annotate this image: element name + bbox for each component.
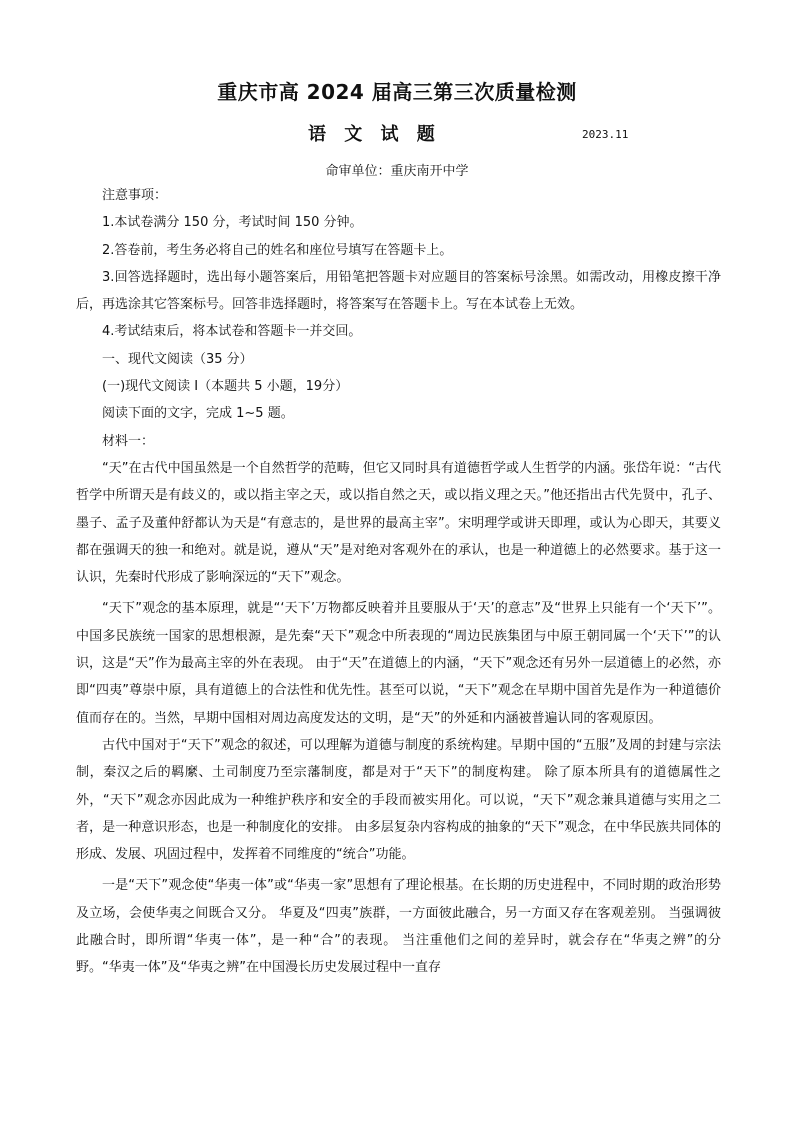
paragraph-3: 古代中国对于“天下”观念的叙述，可以理解为道德与制度的系统构建。早期中国的“五服”及周的封建与宗法制，秦汉之后的羁縻、土司制度乃至宗藩制度，都是对于“天下”的制度构建。 除了原本所具有的道德属性之外，“天下”观念亦因此成为一种维护秩序和安全的手段而被实用化。可以说，“天下”观念兼具道德与实用之二者，是一种意识形态，也是一种制度化的安排。 由多层复杂内容构成的抽象的“天下”观念，在中华民族共同体的形成、发展、巩固过程中，发挥着不同维度的“统合”功能。 bbox=[76, 737, 721, 863]
paragraph-1: “天”在古代中国虽然是一个自然哲学的范畴，但它又同时具有道德哲学或人生哲学的内涵。张岱年说：“古代哲学中所谓天是有歧义的，或以指主宰之天，或以指自然之天，或以指义理之天。”他还指出古代先贤中，孔子、墨子、孟子及董仲舒都认为天是“有意志的，是世界的最高主宰”。宋明理学或讲天即理，或认为心即天，其要义都在强调天的独一和绝对。就是说，遵从“天”是对绝对客观外在的承认，也是一种道德上的必然要求。基于这一认识，先秦时代形成了影响深远的“天下”观念。 bbox=[76, 460, 721, 586]
notice-item-4: 4.考试结束后，将本试卷和答题卡一并交回。 bbox=[102, 324, 362, 340]
exam-date: 2023.11 bbox=[582, 128, 629, 141]
notice-item-2: 2.答卷前，考生务必将自己的姓名和座位号填写在答题卡上。 bbox=[102, 242, 453, 258]
notice-item-1: 1.本试卷满分 150 分，考试时间 150 分钟。 bbox=[102, 215, 363, 231]
exam-unit: 命审单位：重庆南开中学 bbox=[325, 164, 469, 179]
notice-item-3: 3.回答选择题时，选出每小题答案后，用铅笔把答题卡对应题目的答案标号涂黑。如需改动，用橡皮擦干净后，再选涂其它答案标号。回答非选择题时，将答案写在答题卡上。写在本试卷上无效。 bbox=[76, 269, 721, 313]
material-label: 材料一： bbox=[102, 433, 155, 449]
exam-title: 重庆市高 2024 届高三第三次质量检测 bbox=[217, 80, 577, 104]
exam-body bbox=[76, 182, 721, 982]
section-sub-one: (一)现代文阅读 I（本题共 5 小题，19分） bbox=[102, 379, 349, 395]
section-instruction: 阅读下面的文字，完成 1~5 题。 bbox=[102, 406, 294, 422]
paragraph-2: “天下”观念的基本原理，就是“‘天下’万物都反映着并且要服从于‘天’的意志”及“世界上只能有一个‘天下’”。中国多民族统一国家的思想根源，是先秦“天下”观念中所表现的“周边民族集团与中原王朝同属一个‘天下’”的认识，这是“天”作为最高主宰的外在表现。 由于“天”在道德上的内涵，“天下”观念还有另外一层道德上的必然，亦即“四夷”尊崇中原，具有道德上的合法性和优先性。甚至可以说，“天下”观念在早期中国首先是作为一种道德价值而存在的。当然，早期中国相对周边高度发达的文明，是“天”的外延和内涵被普遍认同的客观原因。 bbox=[76, 601, 721, 726]
exam-subject: 语 文 试 题 bbox=[308, 124, 441, 145]
paragraph-4: 一是“天下”观念使“华夷一体”或“华夷一家”思想有了理论根基。在长期的历史进程中，不同时期的政治形势及立场，会使华夷之间既合又分。 华夏及“四夷”族群，一方面彼此融合，另一方面又存在客观差别。 当强调彼此融合时，即所谓“华夷一体”，是一种“合”的表现。 当注重他们之间的差异时，就会存在“华夷之辨”的分野。“华夷一体”及“华夷之辨”在中国漫长历史发展过程中一直存 bbox=[76, 878, 721, 976]
section-part-one: 一、现代文阅读（35 分） bbox=[102, 351, 253, 367]
notice-heading: 注意事项： bbox=[102, 188, 168, 203]
